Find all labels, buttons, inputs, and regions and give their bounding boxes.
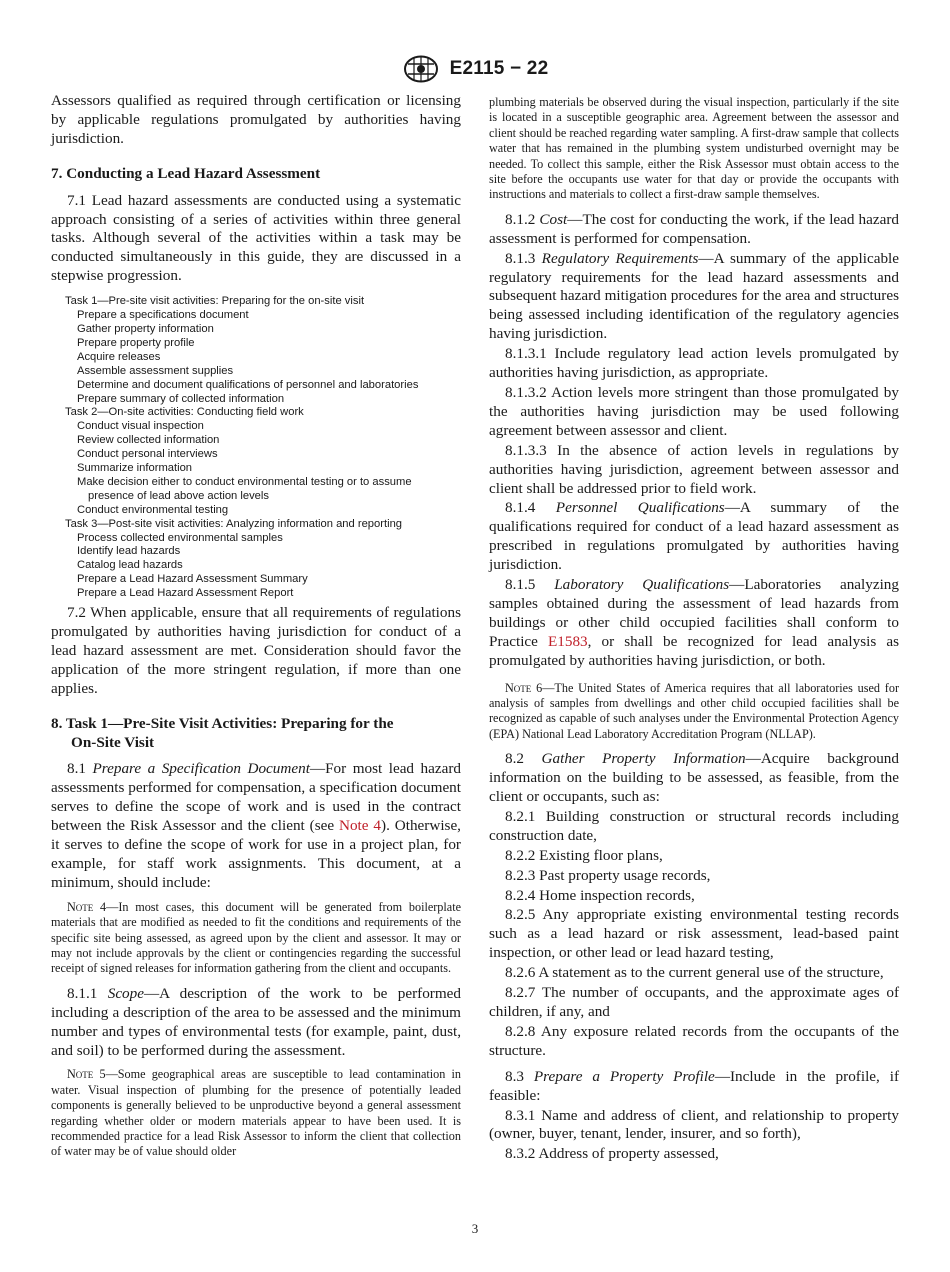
paragraph-7-1: 7.1 Lead hazard assessments are conducted using a systematic approach consisting of a series of activities within three general tasks. Although several of the activities within a task may be conducted simultaneously in this guide, they are discussed in a stepwise progression. [51,191,461,285]
note-text: —In most cases, this document will be generated from boilerplate materials that are modified as needed to fit the conditions and requirements of the specific site being assessed, as agreed upon by the client and assessor. It may or may not include approvals by the client or contingencies regarding the successful receipt of signed releases for information gathering from the client and occupants. [51,899,461,976]
paragraph-8-2 [489,750,899,807]
right-column [489,92,899,1165]
paragraph-8-3 [489,1068,899,1106]
note-label: Note 6 [505,680,543,695]
note-4-link[interactable]: Note 4 [339,817,382,835]
paragraph-number: 8.1.5 [505,576,555,594]
task-item: Summarize information [77,462,193,475]
task-item: Conduct personal interviews [77,448,218,461]
paragraph-number: 8.3 [505,1067,534,1085]
page-header [0,54,950,84]
task-item: Identify lead hazards [77,545,181,558]
task-item: Determine and document qualifications of personnel and laboratories [77,378,419,391]
paragraph-8-2-8: 8.2.8 Any exposure related records from the occupants of the structure. [489,1022,899,1059]
task-item: Prepare summary of collected information [77,392,285,405]
page-number: 3 [471,1221,479,1236]
paragraph-8-1 [51,760,461,892]
paragraph-title: Regulatory Requirements [541,249,699,267]
paragraph-number: 8.1.2 [505,210,540,228]
paragraph-8-1-3 [489,250,899,345]
note-5 [51,1067,461,1159]
standard-designation: E2115 − 22 [449,58,549,79]
paragraph-title: Laboratory Qualifications [554,576,730,594]
task-item: Catalog lead hazards [77,559,183,572]
task-heading: Task 1—Pre-site visit activities: Preparing for the on-site visit [65,295,365,308]
paragraph-text: —A summary of the qualifications required for conduct of a lead hazard assessment as prescribed in regulations promulgated by authorities having jurisdiction. [489,499,899,574]
paragraph-number: 8.1.1 [67,984,108,1002]
task-heading: Task 3—Post-site visit activities: Analyzing information and reporting [65,517,403,530]
task-item: Review collected information [77,434,220,447]
astm-logo-icon [402,54,440,84]
paragraph-number: 8.1 [67,760,93,778]
task-item: Assemble assessment supplies [77,364,234,377]
task-item: Gather property information [77,322,214,335]
paragraph-8-1-3-2: 8.1.3.2 Action levels more stringent than those promulgated by the authorities having jurisdiction may be used following agreement between assessor and client. [489,384,899,439]
paragraph-8-2-4: 8.2.4 Home inspection records, [505,886,695,904]
paragraph-8-2-3: 8.2.3 Past property usage records, [505,866,711,884]
paragraph-title: Cost [539,210,568,228]
paragraph-title: Personnel Qualifications [555,499,725,517]
task-item: Prepare a specifications document [77,309,249,322]
paragraph-8-1-3-3: 8.1.3.3 In the absence of action levels in regulations by authorities having jurisdiction, agreement between assessor and client shall be addressed prior to field work. [489,441,899,497]
paragraph-8-2-5: 8.2.5 Any appropriate existing environmental testing records such as a lead hazard or risk assessment, lead-based paint inspection, or other lead or lead hazard testing, [489,906,899,962]
paragraph-number: 8.1.4 [505,499,556,517]
paragraph-text: —Include in the profile, if feasible: [489,1067,900,1104]
paragraph-8-3-2: 8.3.2 Address of property assessed, [505,1145,719,1163]
task-item: Prepare a Lead Hazard Assessment Summary [77,573,308,586]
paragraph-title: Prepare a Specification Document [92,760,310,778]
task-item: Prepare a Lead Hazard Assessment Report [77,587,294,600]
note-4 [51,900,461,977]
task-heading: Task 2—On-site activities: Conducting field work [65,406,304,419]
paragraph-title: Scope [107,984,144,1002]
paragraph-8-1-4 [489,499,899,575]
task-list [65,295,461,601]
note-text: —The United States of America requires that all laboratories used for analysis of samples from dwellings and other child occupied facilities shall be recognized as capable of such analyses under the Environmental Protection Agency (EPA) National Lead Laboratory Accreditation Program (NLLAP). [489,680,900,741]
section-8-heading [51,715,461,753]
paragraph-7-2: 7.2 When applicable, ensure that all requirements of regulations promulgated by authorities having jurisdiction for conduct of a lead hazard assessment are met. Consideration should favor the application of the more stringent regulation, if more than one applies. [51,604,461,697]
note-5-continued: plumbing materials be observed during the visual inspection, particularly if the site is located in a susceptible geographic area. Agreement between the assessor and client should be reached regarding water sampling. A first-draw sample that collects water that has remained in the plumbing system undisturbed overnight may be needed. To collect this sample, either the Risk Assessor must obtain access to the site before the occupants use water for that day or provide the occupants with instructions and materials to collect a first-draw sample themselves. [489,95,899,202]
section-8-heading-line2: On-Site Visit [71,733,155,751]
task-item: Acquire releases [77,350,161,363]
paragraph-number: 8.2 [505,750,542,768]
e1583-link[interactable]: E1583 [548,632,588,650]
paragraph-text: —Acquire background information on the building to be assessed, as feasible, from the client or occupants, such as: [489,750,899,806]
task-item: Conduct environmental testing [77,503,229,516]
paragraph-number: 8.1.3 [505,249,542,267]
task-item: Conduct visual inspection [77,420,204,433]
paragraph-8-1-1 [51,985,461,1061]
section-8-heading-line1: 8. Task 1—Pre-Site Visit Activities: Preparing for the [51,714,394,732]
section-7-heading: 7. Conducting a Lead Hazard Assessment [51,164,321,182]
paragraph-8-2-6: 8.2.6 A statement as to the current general use of the structure, [505,964,884,982]
paragraph-text: —For most lead hazard assessments performed for compensation, a specification document serves to define the scope of work and is used in the contract between the Risk Assessor and the client (see [51,760,461,835]
note-6 [489,681,899,743]
paragraph-8-1-3-1: 8.1.3.1 Include regulatory lead action levels promulgated by authorities having jurisdiction, as appropriate. [489,345,899,382]
task-item: Make decision either to conduct environmental testing or to assume [77,475,412,488]
paragraph-8-2-1: 8.2.1 Building construction or structural records including construction date, [489,807,899,844]
paragraph-title: Prepare a Property Profile [533,1067,715,1085]
left-column [51,92,461,1168]
paragraph-text: ). Otherwise, it serves to define the scope of work for use in a project plan, for example, for staff work assignments. This document, at a minimum, should include: [51,817,461,891]
task-item: presence of lead above action levels [88,489,269,502]
note-label: Note 5 [67,1067,106,1082]
paragraph-text: —Laboratories analyzing samples obtained during the assessment of lead hazards from buildings or other child occupied facilities shall conform to Practice [489,576,899,650]
paragraph-text: , or shall be recognized for lead analysis as promulgated by authorities having jurisdiction, or both. [489,632,899,669]
task-item: Prepare property profile [77,336,195,349]
paragraph-8-2-2: 8.2.2 Existing floor plans, [505,846,663,864]
paragraph-text: —A summary of the applicable regulatory requirements for the lead hazard assessments and subsequent hazard mitigation procedures for the area and structures being assessed including identification of the regulatory agencies having jurisdiction. [489,249,899,343]
task-item: Process collected environmental samples [77,531,283,544]
note-text: —Some geographical areas are susceptible to lead contamination in water. Visual inspection of plumbing for the presence of potentially leaded components is generally believed to be unproductive beyond a general assessment regarding whether older or modern materials appear to have been used. It is recommended practice for a lead Risk Assessor to inform the client that collection of water may be of value should older [51,1067,461,1159]
paragraph-8-1-2 [489,211,899,249]
paragraph-8-3-1: 8.3.1 Name and address of client, and relationship to property (owner, buyer, tenant, lender, insurer, and so forth), [489,1106,899,1143]
paragraph-8-1-5 [489,576,899,671]
paragraph-8-2-7: 8.2.7 The number of occupants, and the approximate ages of children, if any, and [489,984,899,1020]
note-label: Note 4 [67,899,107,914]
paragraph-assessors: Assessors qualified as required through certification or licensing by applicable regulations promulgated by authorities having jurisdiction. [51,92,461,147]
paragraph-text: —The cost for conducting the work, if the lead hazard assessment is performed for compensation. [489,210,899,247]
paragraph-title: Gather Property Information [541,750,746,768]
paragraph-text: —A description of the work to be performed including a description of the area to be assessed and the minimum number and types of environmental tests (for example, paint, dust, and soil) to be performed during the assessment. [51,984,461,1059]
